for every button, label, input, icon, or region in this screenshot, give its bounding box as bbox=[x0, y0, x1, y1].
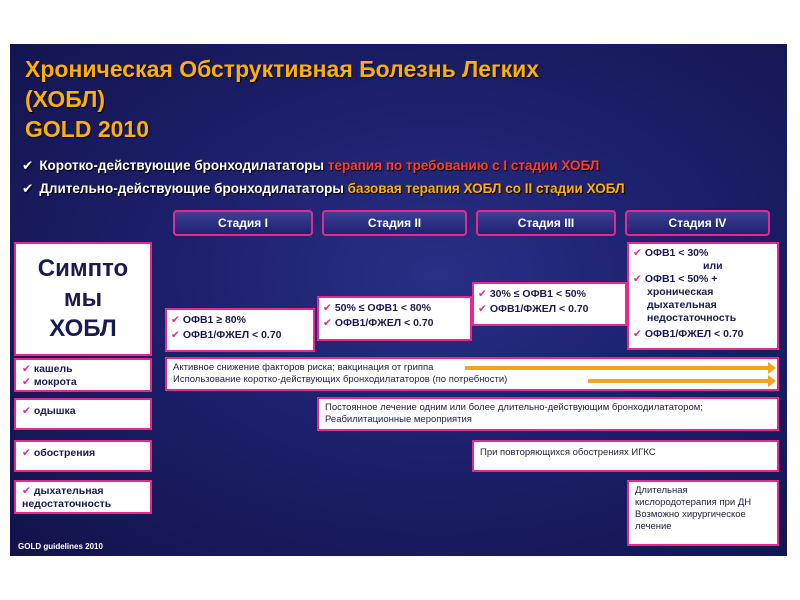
stage-4-insufficiency: недостаточность bbox=[647, 312, 737, 324]
slide-title bbox=[25, 54, 725, 144]
symptom-cough-sputum bbox=[14, 358, 152, 392]
symptom-sputum: мокрота bbox=[33, 376, 77, 388]
title-line-1: Хроническая Обструктивная Болезнь Легких bbox=[25, 56, 540, 82]
stage-4-fev1-alt: ОФВ1 < 50% + bbox=[644, 273, 718, 285]
treatment-risk-reduction: Активное снижение факторов риска; вакцинация от гриппа bbox=[173, 362, 434, 373]
check-icon: ✔ bbox=[171, 314, 180, 326]
treatment-all-stages bbox=[165, 357, 779, 391]
check-icon: ✔ bbox=[478, 288, 487, 300]
stage-2-ratio: ОФВ1/ФЖЕЛ < 0.70 bbox=[334, 317, 434, 329]
stage-4-chronic: хроническая bbox=[647, 286, 714, 298]
bullet-2-text: Длительно-действующие бронходилататоры bbox=[39, 181, 344, 196]
symptom-respiratory: дыхательная bbox=[33, 485, 104, 497]
symptom-dyspnea: ✔ одышка bbox=[14, 398, 152, 430]
stage-1-header: Стадия I bbox=[173, 210, 313, 236]
stage-3-header: Стадия III bbox=[476, 210, 616, 236]
arrow-risk-reduction bbox=[465, 366, 770, 370]
symptoms-title-line-3: ХОБЛ bbox=[49, 315, 117, 342]
stage-4-respiratory: дыхательная bbox=[647, 299, 717, 311]
symptom-cough: кашель bbox=[33, 363, 73, 375]
stage-2-criteria bbox=[317, 296, 472, 341]
check-icon: ✔ bbox=[478, 303, 487, 315]
stage-4-or: или bbox=[703, 260, 723, 272]
check-icon: ✔ bbox=[22, 363, 31, 375]
check-icon: ✔ bbox=[22, 376, 31, 388]
treatment-stage-2 bbox=[317, 397, 779, 431]
stage-4-header: Стадия IV bbox=[625, 210, 770, 236]
footer-source: GOLD guidelines 2010 bbox=[18, 542, 103, 551]
stage-3-ratio: ОФВ1/ФЖЕЛ < 0.70 bbox=[489, 303, 589, 315]
treatment-surgery-1: Возможно хирургическое bbox=[635, 509, 746, 520]
check-icon: ✔ bbox=[323, 317, 332, 329]
symptoms-title-line-1: Симпто bbox=[37, 255, 129, 282]
title-line-3: GOLD 2010 bbox=[25, 116, 149, 142]
check-icon: ✔ bbox=[633, 247, 642, 259]
symptom-respiratory-failure bbox=[14, 480, 152, 514]
check-icon: ✔ bbox=[22, 447, 31, 459]
treatment-ics: При повторяющихся обострениях ИГКС bbox=[480, 447, 656, 458]
treatment-short-acting: Использование коротко-действующих бронходилататоров (по потребности) bbox=[173, 374, 508, 385]
slide bbox=[10, 44, 787, 556]
title-line-2: (ХОБЛ) bbox=[25, 86, 106, 112]
check-icon: ✔ bbox=[171, 329, 180, 341]
stage-3-fev1: 30% ≤ ОФВ1 < 50% bbox=[489, 288, 586, 300]
symptoms-title-line-2: мы bbox=[63, 285, 103, 312]
stage-1-fev1: ОФВ1 ≥ 80% bbox=[182, 314, 246, 326]
treatment-surgery-2: лечение bbox=[635, 521, 672, 532]
bullet-1-text: Коротко-действующие бронходилататоры bbox=[39, 158, 325, 173]
stage-2-header: Стадия II bbox=[322, 210, 467, 236]
check-icon: ✔ bbox=[633, 273, 642, 285]
bullet-short-acting bbox=[22, 158, 599, 174]
treatment-oxygen-1: Длительная bbox=[635, 485, 688, 496]
bullet-2-highlight: базовая терапия ХОБЛ со II стадии ХОБЛ bbox=[347, 181, 625, 196]
check-icon: ✔ bbox=[22, 181, 34, 196]
arrow-short-acting bbox=[588, 379, 770, 383]
check-icon: ✔ bbox=[22, 405, 31, 417]
stage-1-criteria bbox=[165, 308, 315, 352]
stage-3-criteria bbox=[472, 282, 627, 326]
treatment-oxygen-2: кислородотерапия при ДН bbox=[635, 497, 752, 508]
treatment-rehabilitation: Реабилитационные мероприятия bbox=[325, 414, 472, 425]
symptoms-title-box bbox=[14, 242, 152, 356]
stage-4-ratio: ОФВ1/ФЖЕЛ < 0.70 bbox=[644, 328, 744, 340]
treatment-long-acting: Постоянное лечение одним или более длительно-действующим бронходилататором; bbox=[325, 402, 703, 413]
stage-4-fev1: ОФВ1 < 30% bbox=[644, 247, 709, 259]
check-icon: ✔ bbox=[633, 328, 642, 340]
check-icon: ✔ bbox=[22, 485, 31, 497]
symptom-insufficiency: недостаточность bbox=[22, 498, 112, 510]
treatment-stage-4 bbox=[627, 480, 779, 546]
check-icon: ✔ bbox=[22, 158, 34, 173]
bullet-1-highlight: терапия по требованию с I стадии ХОБЛ bbox=[327, 158, 600, 173]
stage-2-fev1: 50% ≤ ОФВ1 < 80% bbox=[334, 302, 431, 314]
bullet-long-acting bbox=[22, 181, 625, 197]
symptom-exacerbations: ✔ обострения bbox=[14, 440, 152, 472]
treatment-stage-3 bbox=[472, 440, 779, 472]
stage-4-criteria bbox=[627, 242, 779, 350]
stage-1-ratio: ОФВ1/ФЖЕЛ < 0.70 bbox=[182, 329, 282, 341]
check-icon: ✔ bbox=[323, 302, 332, 314]
